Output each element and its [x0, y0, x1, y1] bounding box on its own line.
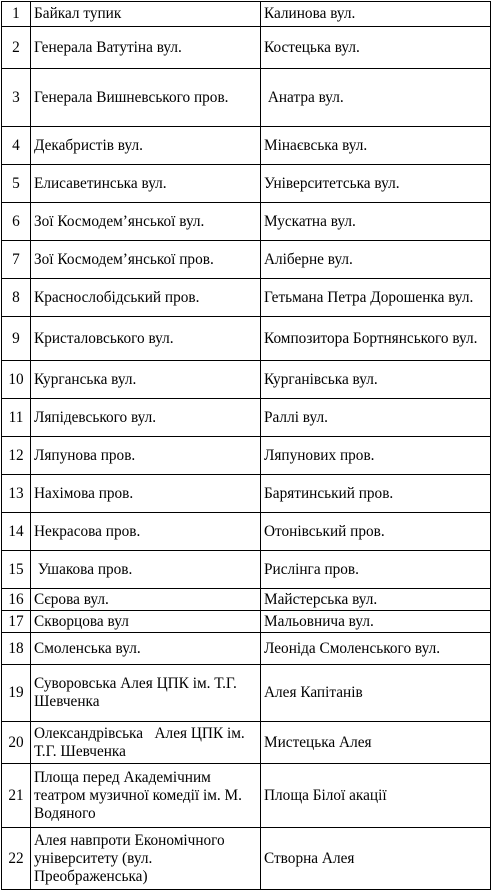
old-street-name: Ушакова пров.	[31, 551, 261, 589]
new-street-name: Майстерська вул.	[261, 589, 491, 611]
table-row	[2, 665, 491, 722]
old-street-name: Елисаветинська вул.	[31, 165, 261, 203]
row-number: 20	[2, 722, 31, 764]
row-number: 4	[2, 127, 31, 165]
old-street-name: Декабристів вул.	[31, 127, 261, 165]
table-row	[2, 361, 491, 399]
table-row	[2, 279, 491, 317]
old-street-name: Краснослобідський пров.	[31, 279, 261, 317]
row-number: 8	[2, 279, 31, 317]
old-street-name: Зої Космодем’янської пров.	[31, 241, 261, 279]
row-number: 9	[2, 317, 31, 361]
old-street-name: Генерала Ватутіна вул.	[31, 27, 261, 69]
new-street-name: Анатра вул.	[261, 69, 491, 127]
row-number: 22	[2, 828, 31, 890]
new-street-name: Ляпунових пров.	[261, 437, 491, 475]
table-row	[2, 165, 491, 203]
old-street-name: Генерала Вишневського пров.	[31, 69, 261, 127]
row-number: 11	[2, 399, 31, 437]
old-street-name: Нахімова пров.	[31, 475, 261, 513]
row-number: 13	[2, 475, 31, 513]
new-street-name: Мускатна вул.	[261, 203, 491, 241]
new-street-name: Мистецька Алея	[261, 722, 491, 764]
table-row	[2, 317, 491, 361]
table-row	[2, 633, 491, 665]
row-number: 15	[2, 551, 31, 589]
new-street-name: Створна Алея	[261, 828, 491, 890]
table-row	[2, 722, 491, 764]
old-street-name: Олександрівська Алея ЦПК ім. Т.Г. Шевченка	[31, 722, 261, 764]
new-street-name: Курганівська вул.	[261, 361, 491, 399]
old-street-name: Скворцова вул	[31, 611, 261, 633]
table-row	[2, 203, 491, 241]
table-row	[2, 611, 491, 633]
new-street-name: Площа Білої акації	[261, 764, 491, 828]
row-number: 6	[2, 203, 31, 241]
table-row	[2, 764, 491, 828]
table-row	[2, 437, 491, 475]
row-number: 12	[2, 437, 31, 475]
old-street-name: Зої Космодем’янської вул.	[31, 203, 261, 241]
old-street-name: Курганська вул.	[31, 361, 261, 399]
table-row	[2, 241, 491, 279]
row-number: 2	[2, 27, 31, 69]
new-street-name: Аліберне вул.	[261, 241, 491, 279]
table-row	[2, 2, 491, 27]
old-street-name: Сєрова вул.	[31, 589, 261, 611]
table-row	[2, 127, 491, 165]
table-row	[2, 27, 491, 69]
new-street-name: Леоніда Смоленського вул.	[261, 633, 491, 665]
street-rename-table	[1, 1, 491, 890]
new-street-name: Барятинський пров.	[261, 475, 491, 513]
table-row	[2, 513, 491, 551]
old-street-name: Некрасова пров.	[31, 513, 261, 551]
new-street-name: Композитора Бортнянського вул.	[261, 317, 491, 361]
row-number: 7	[2, 241, 31, 279]
new-street-name: Мінаєвська вул.	[261, 127, 491, 165]
row-number: 5	[2, 165, 31, 203]
old-street-name: Байкал тупик	[31, 2, 261, 27]
row-number: 14	[2, 513, 31, 551]
table-row	[2, 551, 491, 589]
new-street-name: Гетьмана Петра Дорошенка вул.	[261, 279, 491, 317]
old-street-name: Площа перед Академічним театром музичної комедії ім. М. Водяного	[31, 764, 261, 828]
row-number: 18	[2, 633, 31, 665]
table-row	[2, 828, 491, 890]
old-street-name: Суворовська Алея ЦПК ім. Т.Г. Шевченка	[31, 665, 261, 722]
new-street-name: Університетська вул.	[261, 165, 491, 203]
table-row	[2, 69, 491, 127]
new-street-name: Мальовнича вул.	[261, 611, 491, 633]
table-row	[2, 589, 491, 611]
new-street-name: Калинова вул.	[261, 2, 491, 27]
new-street-name: Отонівський пров.	[261, 513, 491, 551]
old-street-name: Смоленська вул.	[31, 633, 261, 665]
table-row	[2, 399, 491, 437]
old-street-name: Ляпунова пров.	[31, 437, 261, 475]
new-street-name: Раллі вул.	[261, 399, 491, 437]
row-number: 1	[2, 2, 31, 27]
new-street-name: Рислінга пров.	[261, 551, 491, 589]
row-number: 3	[2, 69, 31, 127]
new-street-name: Костецька вул.	[261, 27, 491, 69]
table-row	[2, 475, 491, 513]
row-number: 16	[2, 589, 31, 611]
row-number: 17	[2, 611, 31, 633]
row-number: 10	[2, 361, 31, 399]
old-street-name: Алея навпроти Економічного університету (вул. Преображенська)	[31, 828, 261, 890]
row-number: 19	[2, 665, 31, 722]
old-street-name: Ляпідевського вул.	[31, 399, 261, 437]
row-number: 21	[2, 764, 31, 828]
new-street-name: Алея Капітанів	[261, 665, 491, 722]
old-street-name: Кристаловського вул.	[31, 317, 261, 361]
